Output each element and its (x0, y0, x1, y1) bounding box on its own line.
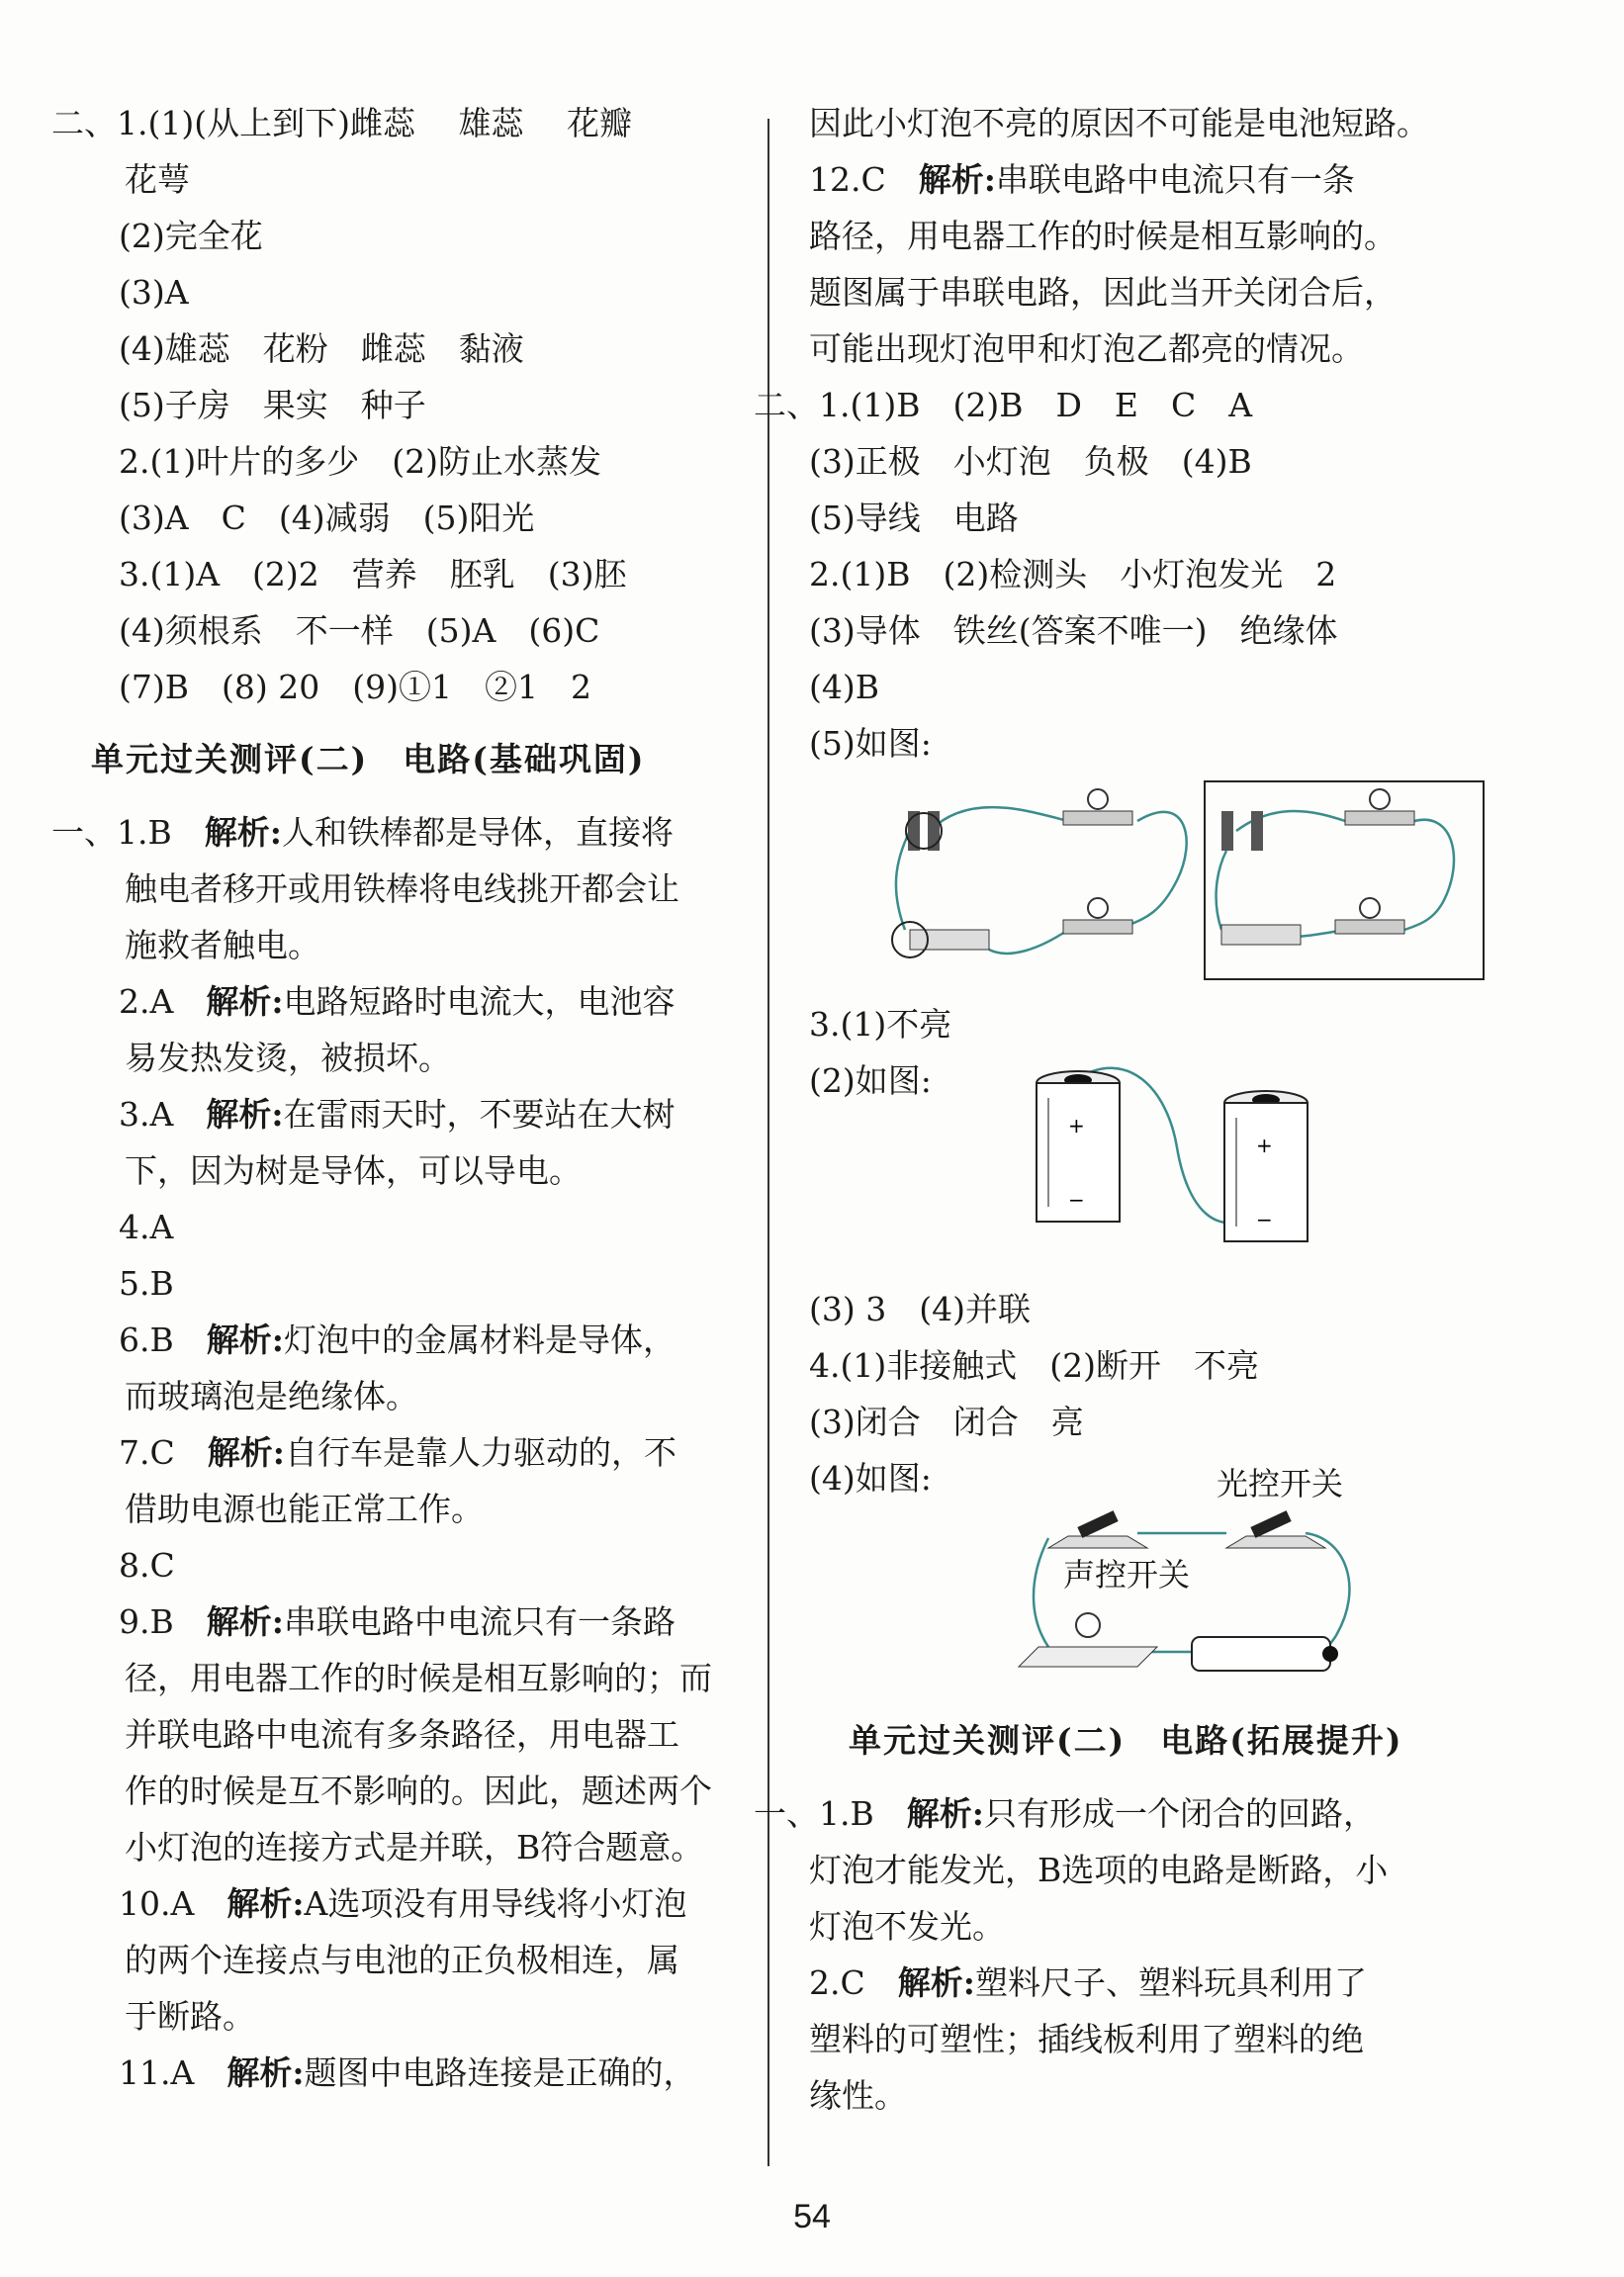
analysis-label: 解析: (226, 1884, 305, 1923)
text-line: 4.A (119, 1208, 174, 1246)
text-line: 2.(1)B (2)检测头 小灯泡发光 2 (809, 555, 1337, 593)
text-line: (4)须根系 不一样 (5)A (6)C (119, 611, 600, 650)
answer-text: A选项没有用导线将小灯泡 (304, 1884, 687, 1923)
answer-number: 11.A (119, 2053, 195, 2092)
answer-text: 自行车是靠人力驱动的，不 (284, 1433, 677, 1472)
answer-text: 在雷雨天时，不要站在大树 (283, 1095, 676, 1134)
answer-line (809, 151, 1501, 208)
text-line: 4.(1)非接触式 (2)断开 不亮 (809, 1346, 1259, 1385)
battery-icon (906, 811, 942, 851)
circuit-figure-5 (880, 772, 1493, 989)
text-line: 径，用电器工作的时候是相互影响的；而 (125, 1659, 712, 1697)
answer-line (809, 1955, 1501, 2011)
figure-frame (1205, 781, 1484, 979)
plus-sign: + (1256, 1134, 1273, 1157)
text-line: (5)子房 果实 种子 (119, 386, 426, 424)
answer-line (51, 1424, 744, 1481)
analysis-label: 解析: (897, 1963, 975, 2002)
right-column-part4 (754, 1696, 1501, 2124)
text-line: (7)B (8) 20 (9)①1 ②1 2 (119, 668, 591, 706)
sound-switch-icon (1048, 1510, 1147, 1548)
section-heading-basic: 单元过关测评(二) 电路(基础巩固) (91, 740, 646, 778)
wire (930, 807, 1068, 831)
analysis-label: 解析: (207, 1433, 285, 1472)
wire (1118, 812, 1187, 930)
text-line: 并联电路中电流有多条路径，用电器工 (125, 1715, 679, 1754)
bulb-icon (1063, 898, 1132, 934)
text-line: (4)B (809, 668, 879, 706)
battery-icon (1037, 1071, 1120, 1222)
page-number: 54 (793, 2198, 831, 2235)
text-line: 3.(1)不亮 (809, 1005, 952, 1044)
bulb-icon (1345, 789, 1414, 825)
text-line: 借助电源也能正常工作。 (125, 1490, 484, 1528)
minus-sign: − (1256, 1208, 1273, 1231)
battery-figure (1019, 1058, 1315, 1256)
switch-icon (1221, 925, 1301, 945)
answer-number: 12.C (809, 160, 886, 199)
text-line: 作的时候是互不影响的。因此，题述两个 (125, 1772, 712, 1810)
text-line: 塑料的可塑性；插线板利用了塑料的绝 (809, 2020, 1364, 2058)
answer-line (51, 1875, 744, 1932)
text-line: 花萼 (125, 160, 190, 199)
answer-number: 6.B (119, 1321, 174, 1359)
analysis-label: 解析: (206, 982, 284, 1021)
left-column (51, 95, 744, 2101)
text-line: 灯泡不发光。 (809, 1907, 1005, 1946)
text-line: (5)导线 电路 (809, 499, 1019, 537)
answer-line (51, 1312, 744, 1368)
answer-number: 2.A (119, 982, 174, 1021)
bulb-icon (1335, 898, 1404, 934)
text-line: 施救者触电。 (125, 926, 320, 964)
text-line: 的两个连接点与电池的正负极相连，属 (125, 1941, 679, 1979)
answer-number: 一、1.B (51, 813, 172, 852)
text-line: (3)导体 铁丝(答案不唯一) 绝缘体 (809, 611, 1338, 650)
analysis-label: 解析: (206, 1095, 284, 1134)
text-line: 2.(1)叶片的多少 (2)防止水蒸发 (119, 442, 601, 481)
answer-line (51, 973, 744, 1030)
sound-switch-label: 声控开关 (1063, 1556, 1191, 1594)
answer-number: 9.B (119, 1602, 174, 1641)
answer-number: 10.A (119, 1884, 195, 1923)
battery-icon (1221, 811, 1263, 851)
battery-icon (1192, 1637, 1338, 1671)
text-line: 8.C (119, 1546, 175, 1585)
answer-text: 串联电路中电流只有一条路 (283, 1602, 676, 1641)
battery-icon (1224, 1091, 1308, 1241)
answer-line (51, 804, 744, 861)
wire (1404, 820, 1454, 930)
analysis-label: 解析: (918, 160, 996, 199)
wire (1217, 851, 1226, 930)
answer-line (754, 1785, 1501, 1842)
answer-text: 串联电路中电流只有一条 (995, 160, 1355, 199)
text-line: 因此小灯泡不亮的原因不可能是电池短路。 (809, 104, 1429, 142)
text-line: 5.B (119, 1264, 174, 1303)
text-line: 下，因为树是导体，可以导电。 (125, 1151, 582, 1190)
text-line: 题图属于串联电路，因此当开关闭合后， (809, 273, 1397, 312)
answer-text: 人和铁棒都是导体，直接将 (281, 813, 674, 852)
answer-number: 一、1.B (754, 1794, 874, 1833)
text-line: (3)A (119, 273, 189, 312)
minus-sign: − (1068, 1188, 1085, 1212)
answer-text: 塑料尺子、塑料玩具利用了 (974, 1963, 1367, 2002)
wire (1034, 1538, 1048, 1647)
wire (989, 930, 1068, 954)
answer-number: 3.A (119, 1095, 174, 1134)
text-line: 灯泡才能发光，B选项的电路是断路，小 (809, 1851, 1389, 1889)
text-line: 缘性。 (809, 2076, 907, 2115)
light-switch-icon (1226, 1510, 1325, 1548)
text-line: (2)如图: (809, 1061, 932, 1100)
answer-text: 只有形成一个闭合的回路， (983, 1794, 1376, 1833)
answer-line (51, 1594, 744, 1650)
text-line: (3)闭合 闭合 亮 (809, 1403, 1084, 1441)
bulb-icon (1019, 1613, 1157, 1667)
text-line: (3)正极 小灯泡 负极 (4)B (809, 442, 1252, 481)
text-line: (2)完全花 (119, 217, 263, 255)
right-column (754, 95, 1501, 772)
analysis-label: 解析: (206, 1321, 284, 1359)
answer-number: 7.C (119, 1433, 175, 1472)
plus-sign: + (1068, 1114, 1085, 1138)
answer-number: 2.C (809, 1963, 865, 2002)
text-line: (4)雄蕊 花粉 雌蕊 黏液 (119, 329, 524, 368)
analysis-label: 解析: (906, 1794, 984, 1833)
wire (896, 831, 910, 930)
section-heading-extended: 单元过关测评(二) 电路(拓展提升) (849, 1721, 1403, 1760)
text-line: (4)如图: (809, 1459, 932, 1498)
text-line: (5)如图: (809, 724, 932, 763)
text-line: 3.(1)A (2)2 营养 胚乳 (3)胚 (119, 555, 627, 593)
text-line: 二、1.(1)(从上到下)雌蕊 雄蕊 花瓣 (51, 104, 632, 142)
answer-text: 灯泡中的金属材料是导体， (283, 1321, 676, 1359)
answer-text: 题图中电路连接是正确的， (304, 2053, 696, 2092)
analysis-label: 解析: (226, 2053, 305, 2092)
bulb-icon (1063, 789, 1132, 825)
text-line: (3)A C (4)减弱 (5)阳光 (119, 499, 535, 537)
text-line: 二、1.(1)B (2)B D E C A (754, 386, 1253, 424)
text-line: 易发热发烫，被损坏。 (125, 1039, 451, 1077)
text-line: 可能出现灯泡甲和灯泡乙都亮的情况。 (809, 329, 1364, 368)
text-line: 路径，用电器工作的时候是相互影响的。 (809, 217, 1397, 255)
answer-line (51, 2045, 744, 2101)
analysis-label: 解析: (206, 1602, 284, 1641)
switch-icon (892, 922, 989, 957)
answer-line (51, 1086, 744, 1142)
analysis-label: 解析: (204, 813, 282, 852)
light-switch-label: 光控开关 (1217, 1465, 1344, 1503)
answer-text: 电路短路时电流大，电池容 (283, 982, 676, 1021)
text-line: 于断路。 (125, 1997, 255, 2036)
text-line: 小灯泡的连接方式是并联，B符合题意。 (125, 1828, 704, 1867)
switch-circuit-figure (1009, 1459, 1375, 1677)
text-line: 而玻璃泡是绝缘体。 (125, 1377, 418, 1415)
text-line: 触电者移开或用铁棒将电线挑开都会让 (125, 869, 679, 908)
text-line: (3) 3 (4)并联 (809, 1290, 1031, 1328)
